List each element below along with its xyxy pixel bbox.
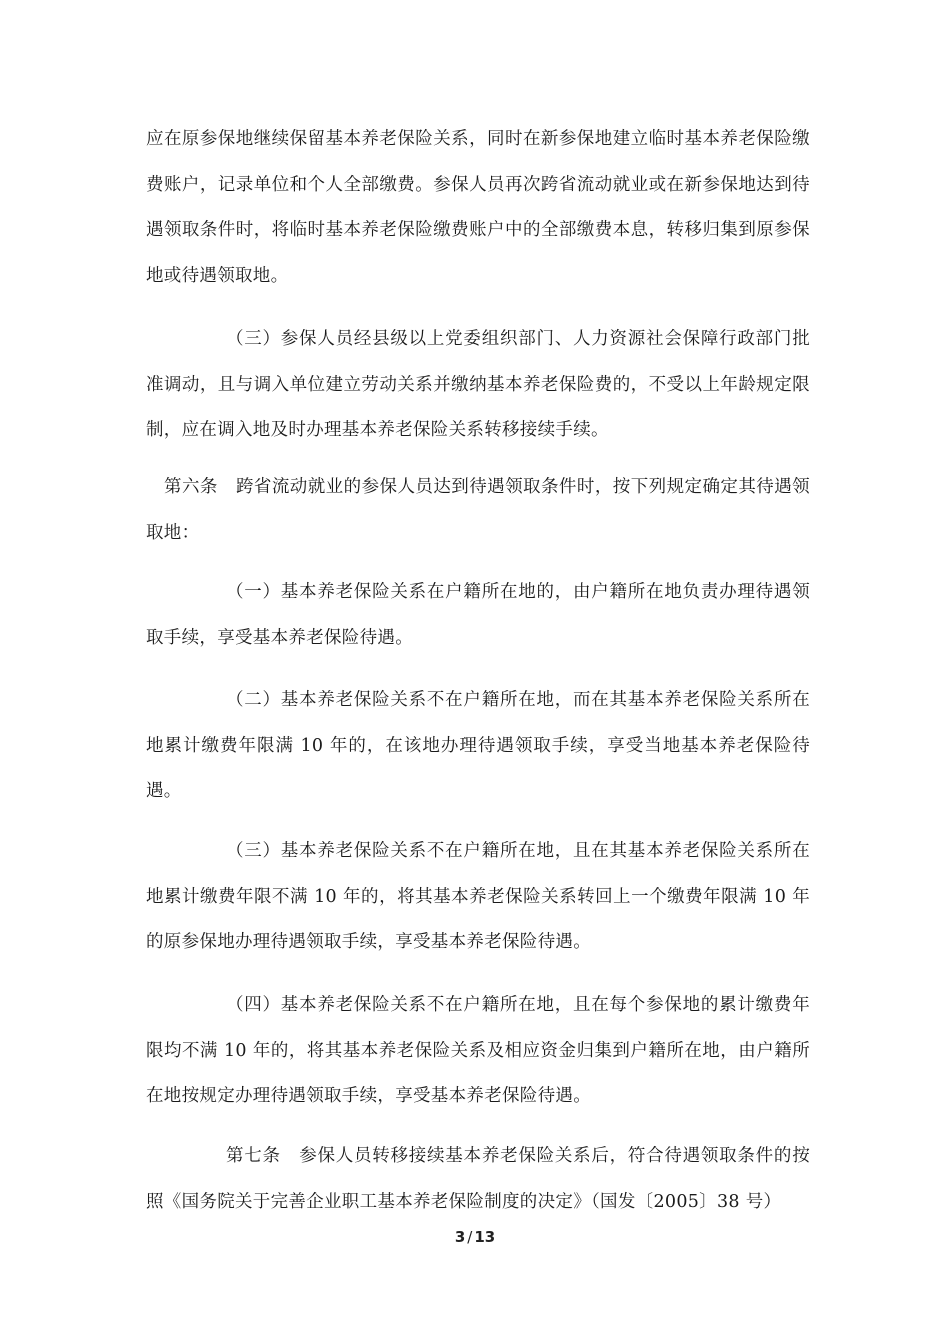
current-page: 3 [454, 1228, 466, 1246]
article-7-number: 第七条 [226, 1146, 281, 1166]
total-pages: 13 [474, 1228, 496, 1246]
page-separator: / [467, 1228, 473, 1246]
article-6-paragraph [146, 465, 810, 556]
page-number [0, 1228, 950, 1246]
article-7-text: 参保人员转移接续基本养老保险关系后，符合待遇领取条件的按照《国务院关于完善企业职工基本养老保险制度的决定》（国发〔2005〕38 号） [146, 1146, 810, 1212]
article-6-number: 第六条 [164, 477, 218, 497]
paragraph-item-4: （四）基本养老保险关系不在户籍所在地，且在每个参保地的累计缴费年限均不满 10 年的，将其基本养老保险关系及相应资金归集到户籍所在地，由户籍所在地按规定办理待遇领取手续，享受基本养老保险待遇。 [146, 995, 810, 1106]
paragraph-item-1: （一）基本养老保险关系在户籍所在地的，由户籍所在地负责办理待遇领取手续，享受基本养老保险待遇。 [146, 582, 810, 648]
paragraph-item-3: （三）基本养老保险关系不在户籍所在地，且在其基本养老保险关系所在地累计缴费年限不满 10 年的，将其基本养老保险关系转回上一个缴费年限满 10 年的原参保地办理待遇领取手续，享受基本养老保险待遇。 [146, 841, 810, 952]
article-6-text: 跨省流动就业的参保人员达到待遇领取条件时，按下列规定确定其待遇领取地： [146, 477, 810, 543]
paragraph-clause-3: （三）参保人员经县级以上党委组织部门、人力资源社会保障行政部门批准调动，且与调入单位建立劳动关系并缴纳基本养老保险费的，不受以上年龄规定限制，应在调入地及时办理基本养老保险关系转移接续手续。 [146, 329, 810, 440]
paragraph-item-2: （二）基本养老保险关系不在户籍所在地，而在其基本养老保险关系所在地累计缴费年限满 10 年的，在该地办理待遇领取手续，享受当地基本养老保险待遇。 [146, 690, 810, 801]
article-7-paragraph [146, 1134, 810, 1225]
paragraph-continuation: 应在原参保地继续保留基本养老保险关系，同时在新参保地建立临时基本养老保险缴费账户，记录单位和个人全部缴费。参保人员再次跨省流动就业或在新参保地达到待遇领取条件时，将临时基本养老保险缴费账户中的全部缴费本息，转移归集到原参保地或待遇领取地。 [146, 129, 810, 286]
